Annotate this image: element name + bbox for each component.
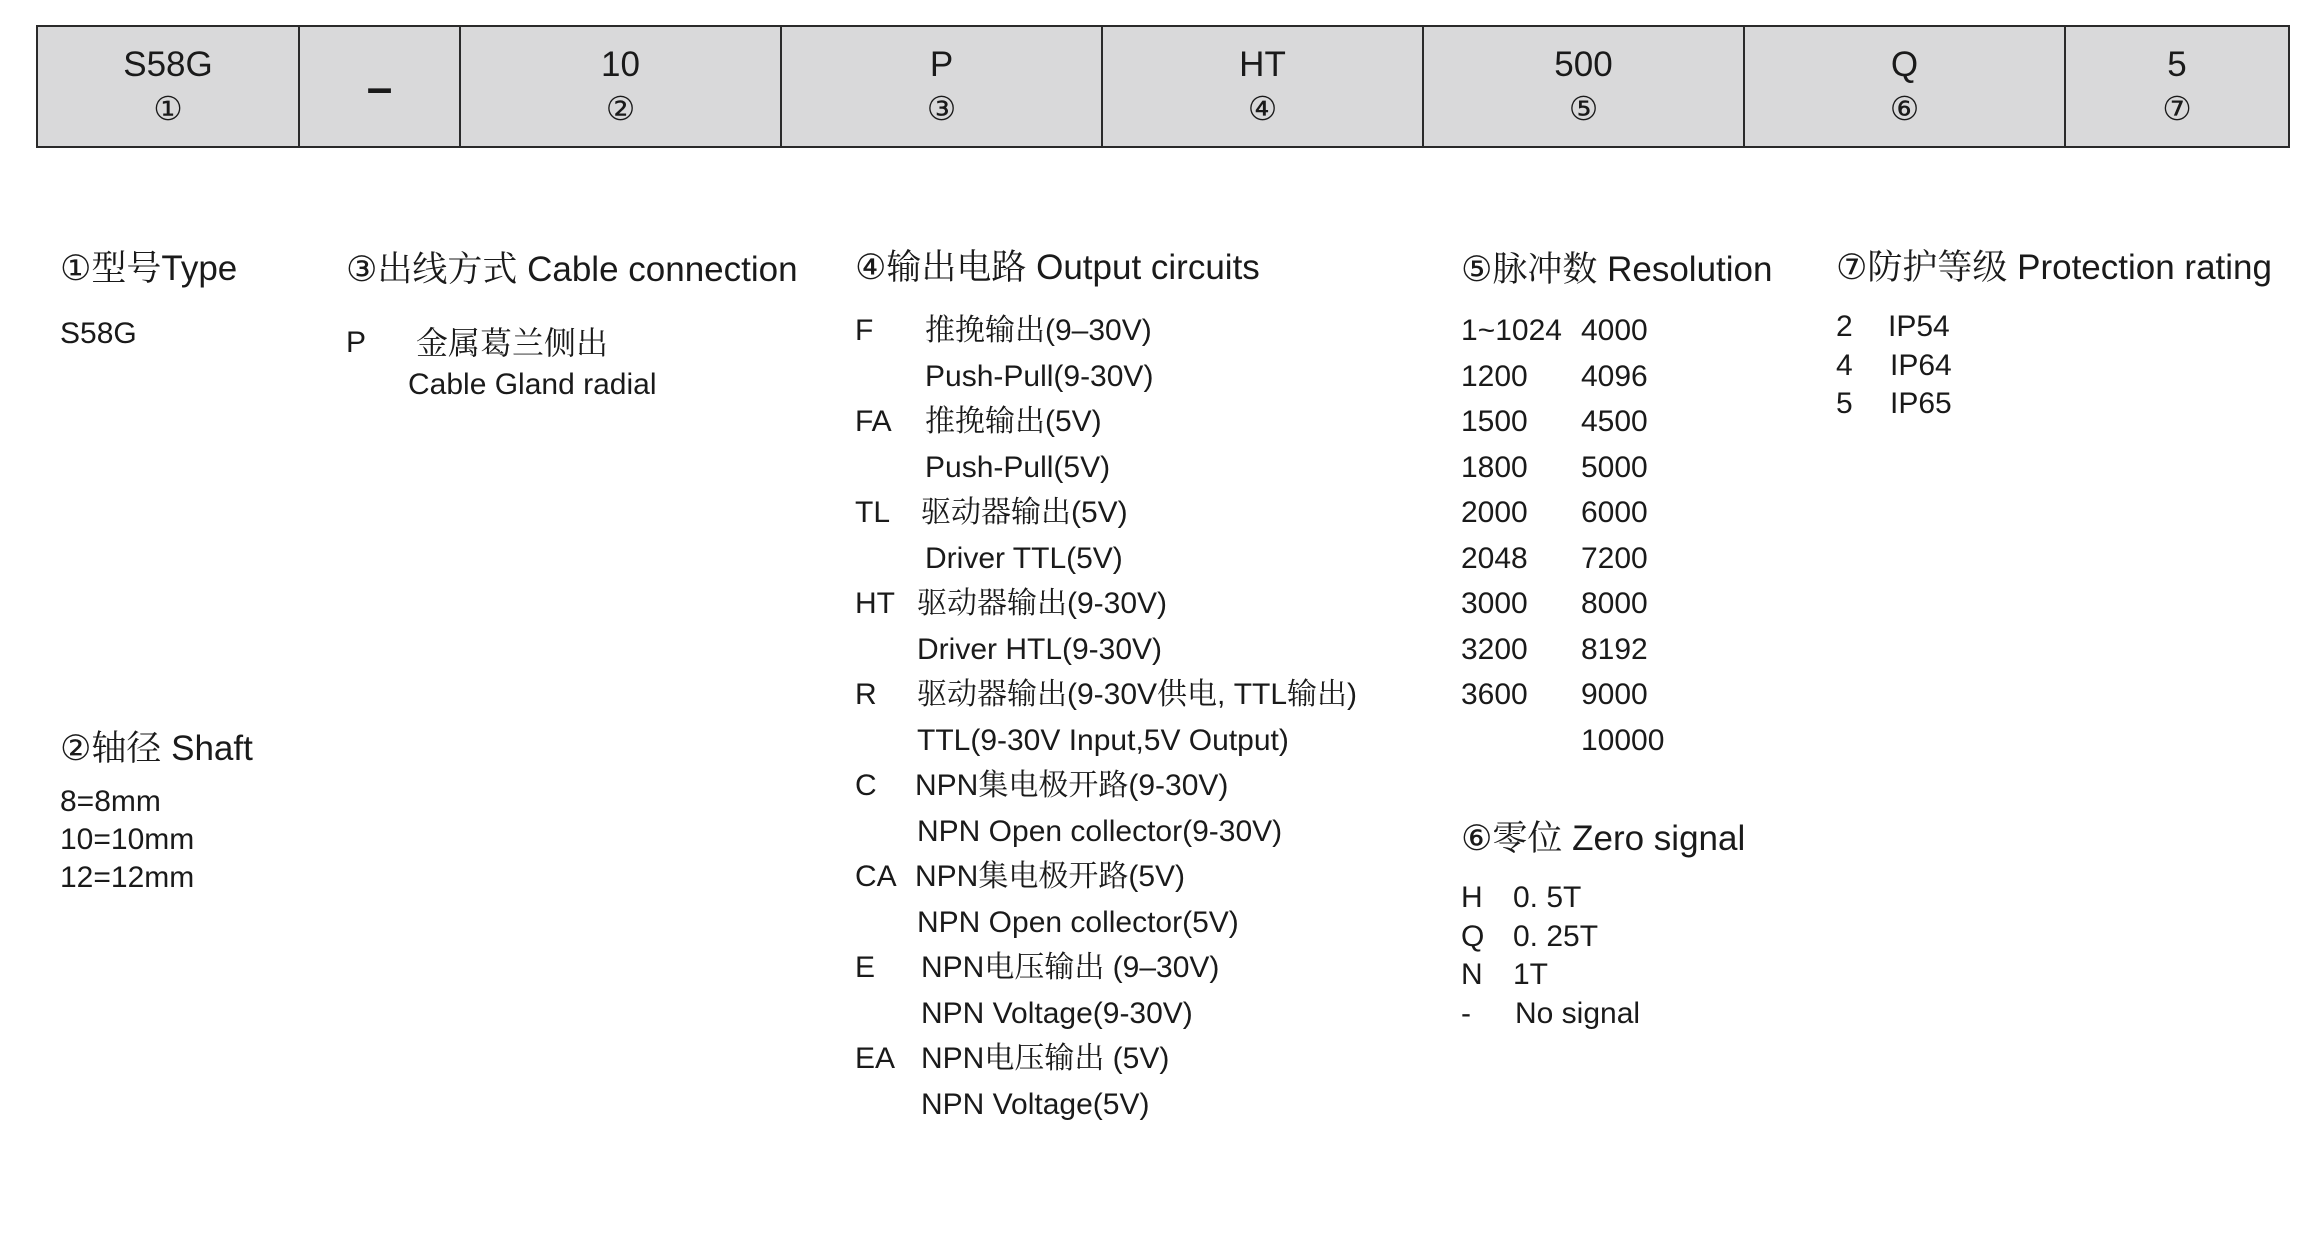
cable-code: P xyxy=(346,326,367,359)
code-index: ② xyxy=(605,89,636,127)
output-cn: 推挽输出(5V) xyxy=(925,405,1102,438)
code-index: ③ xyxy=(926,89,957,127)
output-cn: 驱动器输出(9-30V) xyxy=(917,587,1168,620)
output-item xyxy=(855,763,1357,809)
protection-code: 2 xyxy=(1836,310,1853,343)
output-cn: NPN集电极开路(5V) xyxy=(915,860,1186,893)
output-item xyxy=(855,581,1357,627)
resolution-value: 3000 xyxy=(1461,587,1528,620)
resolution-value: 1~1024 xyxy=(1461,314,1562,347)
code-value: P xyxy=(929,44,954,84)
code-cell-resolution xyxy=(1424,27,1745,146)
output-list xyxy=(855,308,1357,1127)
resolution-value: 3200 xyxy=(1461,632,1528,666)
cable-title: ③出线方式 Cable connection xyxy=(346,250,798,289)
code-cell-type xyxy=(38,27,300,146)
code-index: ① xyxy=(153,89,183,127)
zero-list xyxy=(1461,879,1745,1033)
code-cell-output xyxy=(1103,27,1424,146)
output-en: TTL(9-30V Input,5V Output) xyxy=(917,723,1289,757)
code-value: 5 xyxy=(2167,44,2187,84)
protection-item xyxy=(1836,347,2272,386)
output-en: NPN Open collector(9-30V) xyxy=(917,814,1283,848)
zero-item xyxy=(1461,918,1745,957)
resolution-value: 3600 xyxy=(1461,678,1528,711)
output-code: C xyxy=(855,769,877,802)
protection-value: IP64 xyxy=(1890,348,1952,382)
output-cn: NPN集电极开路(9-30V) xyxy=(915,769,1229,802)
output-en: NPN Open collector(5V) xyxy=(917,905,1239,939)
output-en: Driver TTL(5V) xyxy=(925,541,1123,575)
protection-value: IP65 xyxy=(1890,387,1952,420)
output-en: NPN Voltage(5V) xyxy=(921,1087,1150,1121)
zero-value: 0. 25T xyxy=(1513,919,1599,953)
output-item-en xyxy=(855,627,1357,673)
protection-section xyxy=(1836,246,2272,424)
shaft-option: 12=12mm xyxy=(60,861,195,894)
resolution-value: 5000 xyxy=(1581,450,1648,484)
output-item-en xyxy=(855,445,1357,491)
zero-section xyxy=(1461,817,1745,1033)
resolution-table xyxy=(1461,308,1772,763)
cable-en: Cable Gland radial xyxy=(408,368,657,401)
protection-value: IP54 xyxy=(1888,310,1950,343)
code-cell-shaft xyxy=(461,27,782,146)
output-en: NPN Voltage(9-30V) xyxy=(921,996,1193,1030)
resolution-value: 4000 xyxy=(1581,314,1648,347)
zero-value: No signal xyxy=(1515,996,1641,1030)
protection-item xyxy=(1836,308,2272,347)
zero-title: ⑥零位 Zero signal xyxy=(1461,819,1746,858)
output-item-en xyxy=(855,900,1357,946)
zero-code: H xyxy=(1461,881,1483,914)
code-separator: – xyxy=(366,60,393,113)
model-code-table xyxy=(36,25,2290,148)
resolution-value: 2000 xyxy=(1461,496,1528,529)
code-index: ⑦ xyxy=(2162,89,2192,127)
output-item-en xyxy=(855,1082,1357,1128)
resolution-value: 2048 xyxy=(1461,541,1528,575)
output-cn: 驱动器输出(5V) xyxy=(921,496,1128,529)
output-section xyxy=(855,246,1357,1127)
output-code: R xyxy=(855,678,877,711)
resolution-section xyxy=(1461,248,1772,763)
cable-cn: 金属葛兰侧出 xyxy=(416,325,609,361)
output-item xyxy=(855,1036,1357,1082)
code-value: Q xyxy=(1890,44,1919,84)
output-cn: 推挽输出(9–30V) xyxy=(925,314,1152,347)
type-section xyxy=(60,247,237,353)
code-value: 500 xyxy=(1554,44,1613,84)
output-item xyxy=(855,854,1357,900)
protection-item xyxy=(1836,385,2272,424)
shaft-section xyxy=(60,727,253,897)
shaft-option: 10=10mm xyxy=(60,823,195,856)
output-en: Driver HTL(9-30V) xyxy=(917,632,1163,666)
output-item xyxy=(855,490,1357,536)
output-item xyxy=(855,672,1357,718)
shaft-option: 8=8mm xyxy=(60,785,161,818)
resolution-col-2 xyxy=(1581,308,1664,763)
resolution-value: 7200 xyxy=(1581,541,1648,575)
zero-value: 1T xyxy=(1513,958,1549,991)
code-index: ④ xyxy=(1247,89,1278,127)
code-index: ⑤ xyxy=(1568,89,1599,127)
code-value: HT xyxy=(1239,44,1286,84)
code-value: 10 xyxy=(601,44,640,84)
resolution-value: 9000 xyxy=(1581,678,1648,711)
code-cell-cable xyxy=(782,27,1103,146)
output-code: F xyxy=(855,314,874,347)
resolution-value: 8192 xyxy=(1581,632,1648,666)
output-code: FA xyxy=(855,405,892,438)
resolution-value: 4500 xyxy=(1581,405,1648,438)
output-code: EA xyxy=(855,1042,896,1075)
code-value: S58G xyxy=(123,44,213,84)
type-value: S58G xyxy=(60,317,137,350)
protection-code: 4 xyxy=(1836,348,1853,382)
resolution-value: 10000 xyxy=(1581,723,1665,757)
zero-code: N xyxy=(1461,958,1483,991)
resolution-value: 4096 xyxy=(1581,359,1648,393)
zero-code: Q xyxy=(1461,919,1485,953)
resolution-value: 6000 xyxy=(1581,496,1648,529)
output-item-en xyxy=(855,536,1357,582)
output-en: Push-Pull(5V) xyxy=(925,450,1111,484)
output-item-en xyxy=(855,354,1357,400)
code-cell-protection xyxy=(2066,27,2288,146)
output-code: HT xyxy=(855,587,895,620)
resolution-value: 1500 xyxy=(1461,405,1528,438)
output-en: Push-Pull(9-30V) xyxy=(925,359,1154,393)
code-cell-zero xyxy=(1745,27,2066,146)
code-index: ⑥ xyxy=(1889,89,1920,127)
protection-title: ⑦防护等级 Protection rating xyxy=(1836,248,2272,287)
output-code: TL xyxy=(855,496,891,529)
resolution-value: 1800 xyxy=(1461,450,1528,484)
zero-value: 0. 5T xyxy=(1513,881,1582,914)
code-cell-separator xyxy=(300,27,461,146)
output-item xyxy=(855,945,1357,991)
output-code: E xyxy=(855,951,876,984)
protection-code: 5 xyxy=(1836,387,1853,420)
output-cn: NPN电压输出 (9–30V) xyxy=(921,951,1220,984)
output-code: CA xyxy=(855,860,897,893)
output-item xyxy=(855,399,1357,445)
protection-list xyxy=(1836,308,2272,424)
output-item-en xyxy=(855,991,1357,1037)
resolution-value: 8000 xyxy=(1581,587,1648,620)
output-cn: NPN电压输出 (5V) xyxy=(921,1042,1170,1075)
output-item xyxy=(855,308,1357,354)
resolution-value: 1200 xyxy=(1461,359,1528,393)
resolution-col-1 xyxy=(1461,308,1581,763)
type-title: ①型号Type xyxy=(60,249,238,288)
resolution-title: ⑤脉冲数 Resolution xyxy=(1461,250,1773,289)
output-cn: 驱动器输出(9-30V供电, TTL输出) xyxy=(917,678,1358,711)
output-item-en xyxy=(855,718,1357,764)
shaft-title: ②轴径 Shaft xyxy=(60,729,253,768)
output-title: ④输出电路 Output circuits xyxy=(855,248,1260,287)
zero-item xyxy=(1461,956,1745,995)
output-item-en xyxy=(855,809,1357,855)
zero-item xyxy=(1461,995,1745,1034)
cable-section xyxy=(346,248,798,406)
zero-code: - xyxy=(1461,996,1471,1030)
zero-item xyxy=(1461,879,1745,918)
